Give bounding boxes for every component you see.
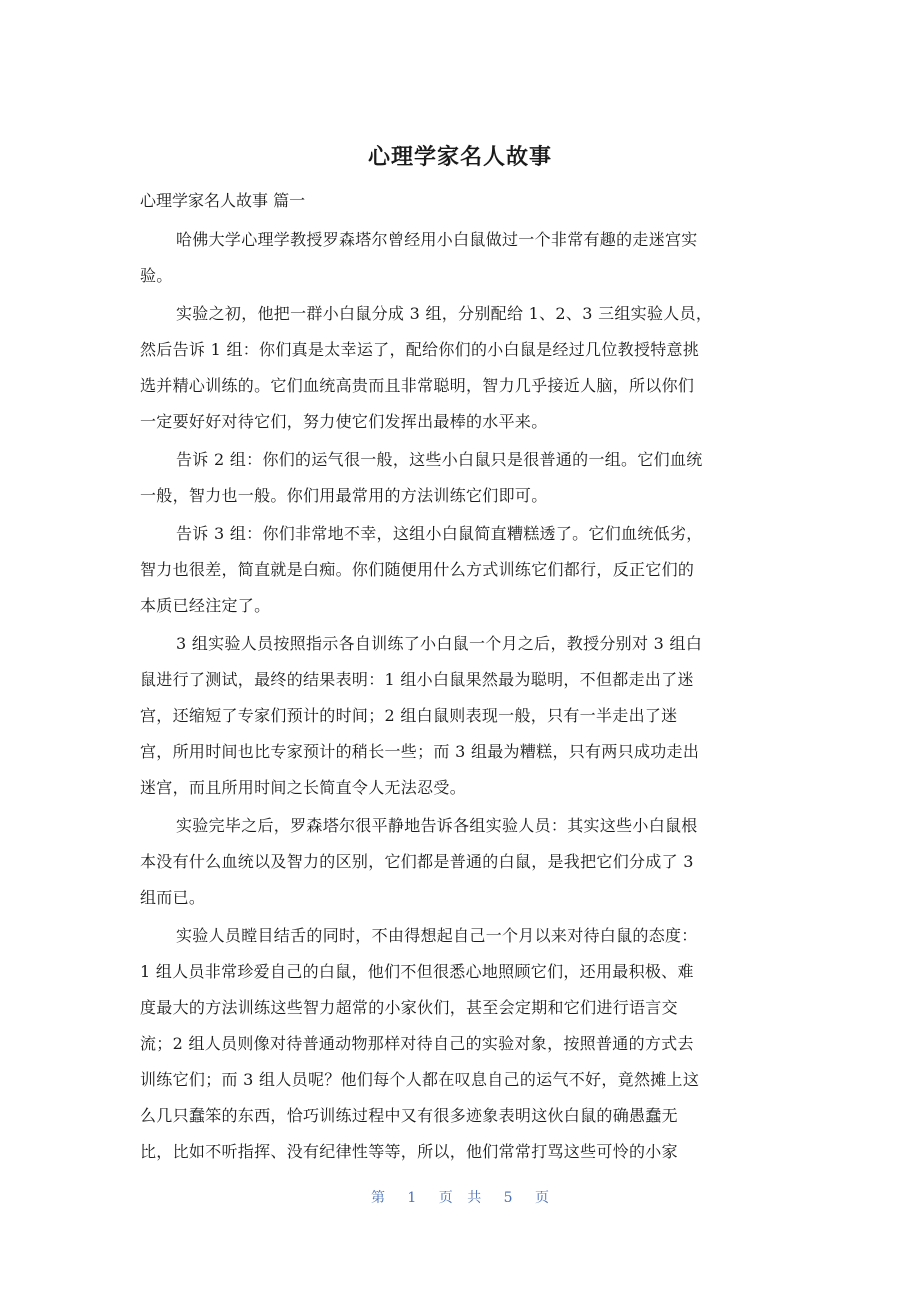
text-line: 流；2 组人员则像对待普通动物那样对待自己的实验对象，按照普通的方式去 — [140, 1034, 694, 1053]
text-line: 鼠进行了测试，最终的结果表明：1 组小白鼠果然最为聪明，不但都走出了迷 — [140, 670, 694, 689]
text-line: 智力也很差，简直就是白痴。你们随便用什么方式训练它们都行，反正它们的 — [140, 560, 695, 579]
text-line: 一定要好好对待它们，努力使它们发挥出最棒的水平来。 — [140, 412, 548, 431]
paragraph — [140, 442, 772, 514]
paragraph — [140, 808, 772, 916]
section-heading: 心理学家名人故事 篇一 — [140, 191, 306, 210]
text-line: 告诉 2 组：你们的运气很一般，这些小白鼠只是很普通的一组。它们血统 — [176, 450, 703, 469]
paragraph — [140, 918, 772, 1170]
text-line: 比，比如不听指挥、没有纪律性等等，所以，他们常常打骂这些可怜的小家 — [140, 1142, 678, 1161]
text-line: 训练它们；而 3 组人员呢？他们每个人都在叹息自己的运气不好，竟然摊上这 — [140, 1070, 700, 1089]
text-line: 实验人员瞠目结舌的同时，不由得想起自己一个月以来对待白鼠的态度： — [176, 926, 698, 945]
page-label-prefix: 第 — [370, 1190, 385, 1206]
paragraph — [140, 296, 772, 440]
text-line: 本质已经注定了。 — [140, 596, 271, 615]
text-line: 么几只蠢笨的东西，恰巧训练过程中又有很多迹象表明这伙白鼠的确愚蠢无 — [140, 1106, 678, 1125]
document-title: 心理学家名人故事 — [367, 145, 552, 170]
text-line: 度最大的方法训练这些智力超常的小家伙们，甚至会定期和它们进行语言交 — [140, 998, 678, 1017]
page-label-suffix: 页 — [535, 1190, 550, 1206]
text-line: 组而已。 — [140, 888, 206, 907]
text-line: 哈佛大学心理学教授罗森塔尔曾经用小白鼠做过一个非常有趣的走迷宫实 — [176, 230, 698, 249]
text-line: 3 组实验人员按照指示各自训练了小白鼠一个月之后，教授分别对 3 组白 — [176, 634, 703, 653]
paragraph — [140, 516, 772, 624]
text-line: 选并精心训练的。它们血统高贵而且非常聪明，智力几乎接近人脑，所以你们 — [140, 376, 695, 395]
text-line: 实验完毕之后，罗森塔尔很平静地告诉各组实验人员：其实这些小白鼠根 — [176, 816, 698, 835]
text-line: 1 组人员非常珍爱自己的白鼠，他们不但很悉心地照顾它们，还用最积极、难 — [140, 962, 694, 981]
text-line: 告诉 3 组：你们非常地不幸，这组小白鼠简直糟糕透了。它们血统低劣， — [176, 524, 703, 543]
current-page-number: 1 — [407, 1190, 417, 1206]
document-body — [140, 222, 772, 1172]
page-footer — [0, 1186, 920, 1210]
text-line: 验。 — [140, 266, 173, 285]
text-line: 迷宫，而且所用时间之长简直令人无法忍受。 — [140, 778, 467, 797]
text-line: 宫，还缩短了专家们预计的时间；2 组白鼠则表现一般，只有一半走出了迷 — [140, 706, 678, 725]
total-pages-number: 5 — [503, 1190, 513, 1206]
page-label-mid: 页 共 — [438, 1190, 482, 1206]
paragraph — [140, 222, 772, 294]
text-line: 然后告诉 1 组：你们真是太幸运了，配给你们的小白鼠是经过几位教授特意挑 — [140, 340, 700, 359]
text-line: 实验之初，他把一群小白鼠分成 3 组，分别配给 1、2、3 三组实验人员， — [176, 304, 713, 323]
paragraph — [140, 626, 772, 806]
text-line: 宫，所用时间也比专家预计的稍长一些；而 3 组最为糟糕，只有两只成功走出 — [140, 742, 700, 761]
text-line: 本没有什么血统以及智力的区别，它们都是普通的白鼠，是我把它们分成了 3 — [140, 852, 694, 871]
text-line: 一般，智力也一般。你们用最常用的方法训练它们即可。 — [140, 486, 548, 505]
